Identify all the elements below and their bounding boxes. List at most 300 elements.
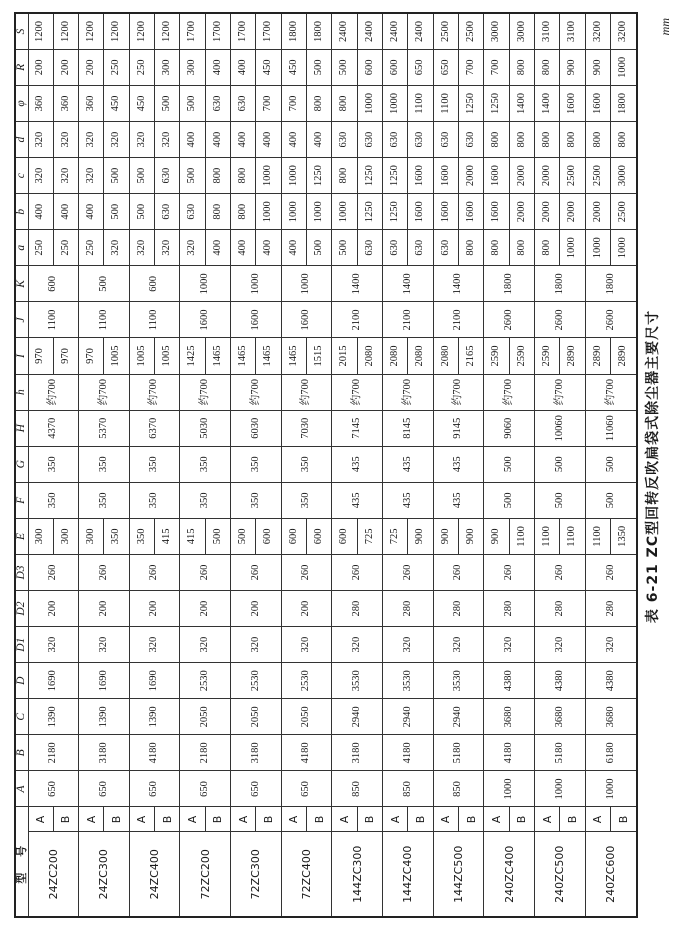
cell-b: 2000	[560, 194, 585, 230]
cell-d: 3530	[433, 663, 484, 699]
cell-b: 630	[155, 194, 180, 230]
unit-label: mm	[658, 18, 672, 36]
variant-cell: A	[332, 807, 357, 832]
cell-h: 约700	[281, 374, 332, 410]
column-header-d1: D1	[15, 627, 28, 663]
cell-g: 435	[383, 446, 434, 482]
cell-i: 2890	[585, 338, 610, 374]
table-title: 表 6-21 ZC型回转反吹扁袋式除尘器主要尺寸	[645, 309, 661, 624]
cell-c: 1600	[484, 158, 509, 194]
cell-e: 1100	[509, 518, 534, 554]
cell-i: 2080	[433, 338, 458, 374]
cell-a: 650	[129, 771, 180, 807]
variant-cell: B	[155, 807, 180, 832]
cell-a: 650	[231, 771, 282, 807]
column-header-h: H	[15, 410, 28, 446]
model-name-cell: 144ZC300	[332, 832, 383, 917]
variant-cell: B	[104, 807, 129, 832]
cell-j: 1600	[180, 302, 231, 338]
cell-h: 7030	[281, 410, 332, 446]
cell-k: 1800	[535, 266, 586, 302]
cell-d2: 280	[332, 591, 383, 627]
cell-d3: 260	[535, 554, 586, 590]
cell-d1: 320	[129, 627, 180, 663]
cell-r: 650	[408, 49, 433, 85]
variant-cell: B	[307, 807, 332, 832]
cell-s: 2400	[357, 13, 382, 49]
cell-b: 1250	[357, 194, 382, 230]
cell-c: 320	[28, 158, 53, 194]
cell-b: 4180	[484, 735, 535, 771]
cell-e: 1100	[560, 518, 585, 554]
variant-cell: B	[611, 807, 637, 832]
cell-d3: 260	[129, 554, 180, 590]
cell-i: 2080	[383, 338, 408, 374]
cell-b: 800	[205, 194, 230, 230]
cell-f: 435	[332, 482, 383, 518]
cell-j: 2100	[383, 302, 434, 338]
cell-b: 500	[129, 194, 154, 230]
cell-a: 1000	[611, 230, 637, 266]
variant-cell: A	[433, 807, 458, 832]
cell-e: 300	[53, 518, 78, 554]
cell-phi: 450	[129, 85, 154, 121]
cell-c: 2500	[585, 158, 610, 194]
column-header-d3: D3	[15, 554, 28, 590]
cell-phi: 1400	[509, 85, 534, 121]
cell-e: 900	[408, 518, 433, 554]
cell-s: 2400	[408, 13, 433, 49]
cell-f: 350	[281, 482, 332, 518]
cell-d3: 260	[231, 554, 282, 590]
cell-phi: 1800	[611, 85, 637, 121]
cell-phi: 500	[180, 85, 205, 121]
cell-s: 3000	[509, 13, 534, 49]
table-row	[585, 13, 610, 917]
cell-b: 4180	[281, 735, 332, 771]
cell-c: 3680	[535, 699, 586, 735]
cell-k: 1000	[281, 266, 332, 302]
table-row	[383, 13, 408, 917]
cell-d: 320	[53, 122, 78, 158]
cell-h: 约700	[484, 374, 535, 410]
cell-d: 800	[509, 122, 534, 158]
cell-d: 400	[281, 122, 306, 158]
cell-d3: 260	[281, 554, 332, 590]
cell-c: 1250	[383, 158, 408, 194]
cell-j: 2100	[332, 302, 383, 338]
cell-e: 600	[307, 518, 332, 554]
cell-i: 2590	[535, 338, 560, 374]
cell-c: 2940	[383, 699, 434, 735]
cell-d3: 260	[332, 554, 383, 590]
cell-phi: 700	[281, 85, 306, 121]
cell-b: 2180	[180, 735, 231, 771]
cell-d: 800	[560, 122, 585, 158]
cell-s: 3100	[535, 13, 560, 49]
column-header-k: K	[15, 266, 28, 302]
cell-phi: 450	[104, 85, 129, 121]
cell-d: 320	[104, 122, 129, 158]
cell-r: 250	[104, 49, 129, 85]
cell-b: 1000	[307, 194, 332, 230]
table-row	[28, 13, 53, 917]
cell-f: 435	[383, 482, 434, 518]
cell-d1: 320	[79, 627, 130, 663]
cell-i: 2165	[459, 338, 484, 374]
cell-k: 1800	[585, 266, 637, 302]
cell-b: 1600	[459, 194, 484, 230]
cell-d2: 280	[433, 591, 484, 627]
cell-a: 650	[281, 771, 332, 807]
cell-k: 1000	[180, 266, 231, 302]
cell-c: 1000	[256, 158, 281, 194]
cell-h: 7145	[332, 410, 383, 446]
cell-f: 500	[484, 482, 535, 518]
cell-c: 500	[180, 158, 205, 194]
cell-d1: 320	[484, 627, 535, 663]
cell-b: 1600	[433, 194, 458, 230]
cell-d1: 320	[585, 627, 637, 663]
cell-b: 630	[180, 194, 205, 230]
cell-c: 320	[79, 158, 104, 194]
cell-b: 1600	[484, 194, 509, 230]
cell-r: 1000	[611, 49, 637, 85]
cell-b: 3180	[79, 735, 130, 771]
cell-a: 650	[28, 771, 79, 807]
cell-d1: 320	[535, 627, 586, 663]
cell-b: 400	[53, 194, 78, 230]
cell-d: 630	[357, 122, 382, 158]
cell-a: 850	[433, 771, 484, 807]
cell-c: 2940	[433, 699, 484, 735]
cell-c: 800	[231, 158, 256, 194]
cell-c: 2050	[281, 699, 332, 735]
column-header-phi: φ	[15, 85, 28, 121]
cell-b: 1000	[332, 194, 357, 230]
cell-c: 1390	[28, 699, 79, 735]
cell-d3: 260	[180, 554, 231, 590]
cell-phi: 360	[28, 85, 53, 121]
variant-cell: B	[357, 807, 382, 832]
cell-b: 4180	[129, 735, 180, 771]
cell-a: 400	[205, 230, 230, 266]
column-header-b: B	[15, 735, 28, 771]
cell-i: 2590	[484, 338, 509, 374]
table-row	[332, 13, 357, 917]
cell-b: 2000	[535, 194, 560, 230]
cell-c: 630	[155, 158, 180, 194]
cell-j: 1600	[231, 302, 282, 338]
cell-s: 1700	[180, 13, 205, 49]
cell-h: 8145	[383, 410, 434, 446]
model-name-cell: 24ZC200	[28, 832, 79, 917]
cell-f: 350	[129, 482, 180, 518]
cell-e: 500	[231, 518, 256, 554]
cell-h: 6370	[129, 410, 180, 446]
table-row	[535, 13, 560, 917]
cell-e: 900	[433, 518, 458, 554]
cell-i: 1465	[256, 338, 281, 374]
column-header-s: S	[15, 13, 28, 49]
cell-r: 250	[129, 49, 154, 85]
cell-d: 1690	[129, 663, 180, 699]
cell-b: 400	[28, 194, 53, 230]
cell-phi: 700	[256, 85, 281, 121]
cell-r: 400	[231, 49, 256, 85]
cell-r: 450	[256, 49, 281, 85]
cell-k: 1000	[231, 266, 282, 302]
cell-a: 650	[180, 771, 231, 807]
table-row	[484, 13, 509, 917]
cell-f: 350	[231, 482, 282, 518]
cell-f: 435	[433, 482, 484, 518]
cell-a: 320	[129, 230, 154, 266]
cell-k: 1400	[433, 266, 484, 302]
cell-i: 1005	[155, 338, 180, 374]
cell-a: 630	[433, 230, 458, 266]
cell-s: 2500	[459, 13, 484, 49]
column-header-r: R	[15, 49, 28, 85]
cell-phi: 1100	[408, 85, 433, 121]
cell-i: 2015	[332, 338, 357, 374]
cell-d2: 200	[28, 591, 79, 627]
cell-c: 3680	[585, 699, 637, 735]
cell-d2: 280	[585, 591, 637, 627]
cell-h: 约700	[180, 374, 231, 410]
cell-a: 630	[357, 230, 382, 266]
cell-r: 800	[535, 49, 560, 85]
cell-b: 5180	[535, 735, 586, 771]
cell-g: 350	[28, 446, 79, 482]
cell-h: 约700	[433, 374, 484, 410]
cell-g: 350	[281, 446, 332, 482]
cell-b: 4180	[383, 735, 434, 771]
cell-phi: 800	[307, 85, 332, 121]
cell-h: 5370	[79, 410, 130, 446]
model-name-cell: 240ZC500	[535, 832, 586, 917]
column-header-g: G	[15, 446, 28, 482]
cell-c: 3680	[484, 699, 535, 735]
column-header-a: a	[15, 230, 28, 266]
cell-k: 500	[79, 266, 130, 302]
cell-s: 1200	[129, 13, 154, 49]
cell-j: 2600	[535, 302, 586, 338]
variant-cell: A	[484, 807, 509, 832]
cell-d1: 320	[383, 627, 434, 663]
cell-d2: 280	[535, 591, 586, 627]
column-header-f: F	[15, 482, 28, 518]
cell-d: 4380	[535, 663, 586, 699]
cell-phi: 630	[231, 85, 256, 121]
cell-s: 1200	[28, 13, 53, 49]
cell-d: 400	[256, 122, 281, 158]
cell-j: 2600	[585, 302, 637, 338]
cell-r: 500	[332, 49, 357, 85]
cell-d: 630	[408, 122, 433, 158]
cell-c: 2050	[231, 699, 282, 735]
cell-g: 350	[180, 446, 231, 482]
cell-e: 415	[155, 518, 180, 554]
cell-phi: 1400	[535, 85, 560, 121]
cell-g: 350	[79, 446, 130, 482]
cell-h: 5030	[180, 410, 231, 446]
cell-i: 1005	[104, 338, 129, 374]
cell-d: 320	[28, 122, 53, 158]
cell-h: 约700	[231, 374, 282, 410]
cell-r: 700	[459, 49, 484, 85]
cell-a: 400	[281, 230, 306, 266]
cell-phi: 630	[205, 85, 230, 121]
cell-a: 500	[332, 230, 357, 266]
cell-a: 320	[155, 230, 180, 266]
cell-i: 970	[79, 338, 104, 374]
cell-c: 1600	[433, 158, 458, 194]
cell-a: 850	[383, 771, 434, 807]
model-name-cell: 24ZC400	[129, 832, 180, 917]
cell-d: 320	[129, 122, 154, 158]
cell-phi: 1000	[383, 85, 408, 121]
cell-c: 1600	[408, 158, 433, 194]
table-row	[231, 13, 256, 917]
cell-e: 350	[104, 518, 129, 554]
cell-phi: 360	[79, 85, 104, 121]
variant-cell: A	[281, 807, 306, 832]
cell-a: 250	[53, 230, 78, 266]
cell-a: 1000	[560, 230, 585, 266]
model-name-cell: 72ZC200	[180, 832, 231, 917]
cell-b: 1600	[408, 194, 433, 230]
cell-d: 800	[585, 122, 610, 158]
cell-h: 约700	[383, 374, 434, 410]
cell-i: 1515	[307, 338, 332, 374]
cell-d2: 200	[79, 591, 130, 627]
cell-a: 400	[256, 230, 281, 266]
cell-d: 630	[433, 122, 458, 158]
cell-i: 970	[28, 338, 53, 374]
cell-j: 1100	[28, 302, 79, 338]
cell-d3: 260	[484, 554, 535, 590]
variant-cell: A	[129, 807, 154, 832]
cell-f: 500	[535, 482, 586, 518]
cell-e: 600	[281, 518, 306, 554]
cell-d1: 320	[28, 627, 79, 663]
table-header-row	[15, 13, 28, 917]
cell-c: 1250	[307, 158, 332, 194]
cell-b: 2000	[585, 194, 610, 230]
cell-d: 400	[205, 122, 230, 158]
cell-d3: 260	[433, 554, 484, 590]
cell-g: 435	[332, 446, 383, 482]
column-header-a: A	[15, 771, 28, 807]
cell-c: 2050	[180, 699, 231, 735]
cell-d: 4380	[585, 663, 637, 699]
cell-a: 850	[332, 771, 383, 807]
cell-a: 1000	[585, 230, 610, 266]
cell-f: 350	[79, 482, 130, 518]
cell-d3: 260	[585, 554, 637, 590]
cell-d2: 200	[281, 591, 332, 627]
model-name-cell: 144ZC400	[383, 832, 434, 917]
cell-a: 800	[535, 230, 560, 266]
cell-d: 630	[383, 122, 408, 158]
cell-d: 320	[155, 122, 180, 158]
cell-d: 800	[484, 122, 509, 158]
cell-d: 2530	[281, 663, 332, 699]
cell-s: 2400	[332, 13, 357, 49]
cell-k: 600	[129, 266, 180, 302]
model-name-cell: 72ZC300	[231, 832, 282, 917]
variant-cell: A	[79, 807, 104, 832]
cell-d3: 260	[383, 554, 434, 590]
model-name-cell: 240ZC400	[484, 832, 535, 917]
model-name-cell: 24ZC300	[79, 832, 130, 917]
cell-g: 350	[129, 446, 180, 482]
cell-c: 320	[53, 158, 78, 194]
cell-b: 2000	[509, 194, 534, 230]
cell-j: 1100	[79, 302, 130, 338]
model-name-cell: 240ZC600	[585, 832, 637, 917]
cell-d: 400	[307, 122, 332, 158]
model-column-header: 型 号	[15, 807, 28, 917]
cell-a: 320	[180, 230, 205, 266]
cell-g: 435	[433, 446, 484, 482]
cell-b: 2180	[28, 735, 79, 771]
cell-e: 1350	[611, 518, 637, 554]
cell-i: 2890	[611, 338, 637, 374]
variant-cell: B	[53, 807, 78, 832]
cell-e: 300	[28, 518, 53, 554]
cell-f: 500	[585, 482, 637, 518]
variant-cell: A	[28, 807, 53, 832]
cell-a: 800	[509, 230, 534, 266]
cell-d: 2530	[180, 663, 231, 699]
cell-phi: 800	[332, 85, 357, 121]
cell-h: 约700	[535, 374, 586, 410]
cell-a: 500	[307, 230, 332, 266]
cell-phi: 1600	[560, 85, 585, 121]
variant-cell: B	[560, 807, 585, 832]
cell-i: 2080	[357, 338, 382, 374]
cell-s: 3200	[611, 13, 637, 49]
cell-d: 1690	[79, 663, 130, 699]
table-row	[79, 13, 104, 917]
cell-c: 2940	[332, 699, 383, 735]
cell-d2: 280	[484, 591, 535, 627]
cell-phi: 1600	[585, 85, 610, 121]
cell-i: 1425	[180, 338, 205, 374]
cell-d1: 320	[433, 627, 484, 663]
cell-phi: 1000	[357, 85, 382, 121]
cell-j: 1600	[281, 302, 332, 338]
cell-e: 1100	[585, 518, 610, 554]
cell-a: 650	[79, 771, 130, 807]
cell-c: 1390	[79, 699, 130, 735]
cell-e: 300	[79, 518, 104, 554]
model-name-cell: 72ZC400	[281, 832, 332, 917]
cell-d1: 320	[281, 627, 332, 663]
column-header-i: I	[15, 338, 28, 374]
table-row	[129, 13, 154, 917]
cell-s: 1700	[256, 13, 281, 49]
cell-d3: 260	[28, 554, 79, 590]
variant-cell: A	[535, 807, 560, 832]
cell-b: 5180	[433, 735, 484, 771]
cell-a: 250	[28, 230, 53, 266]
cell-r: 450	[281, 49, 306, 85]
cell-a: 1000	[585, 771, 637, 807]
cell-d: 400	[180, 122, 205, 158]
